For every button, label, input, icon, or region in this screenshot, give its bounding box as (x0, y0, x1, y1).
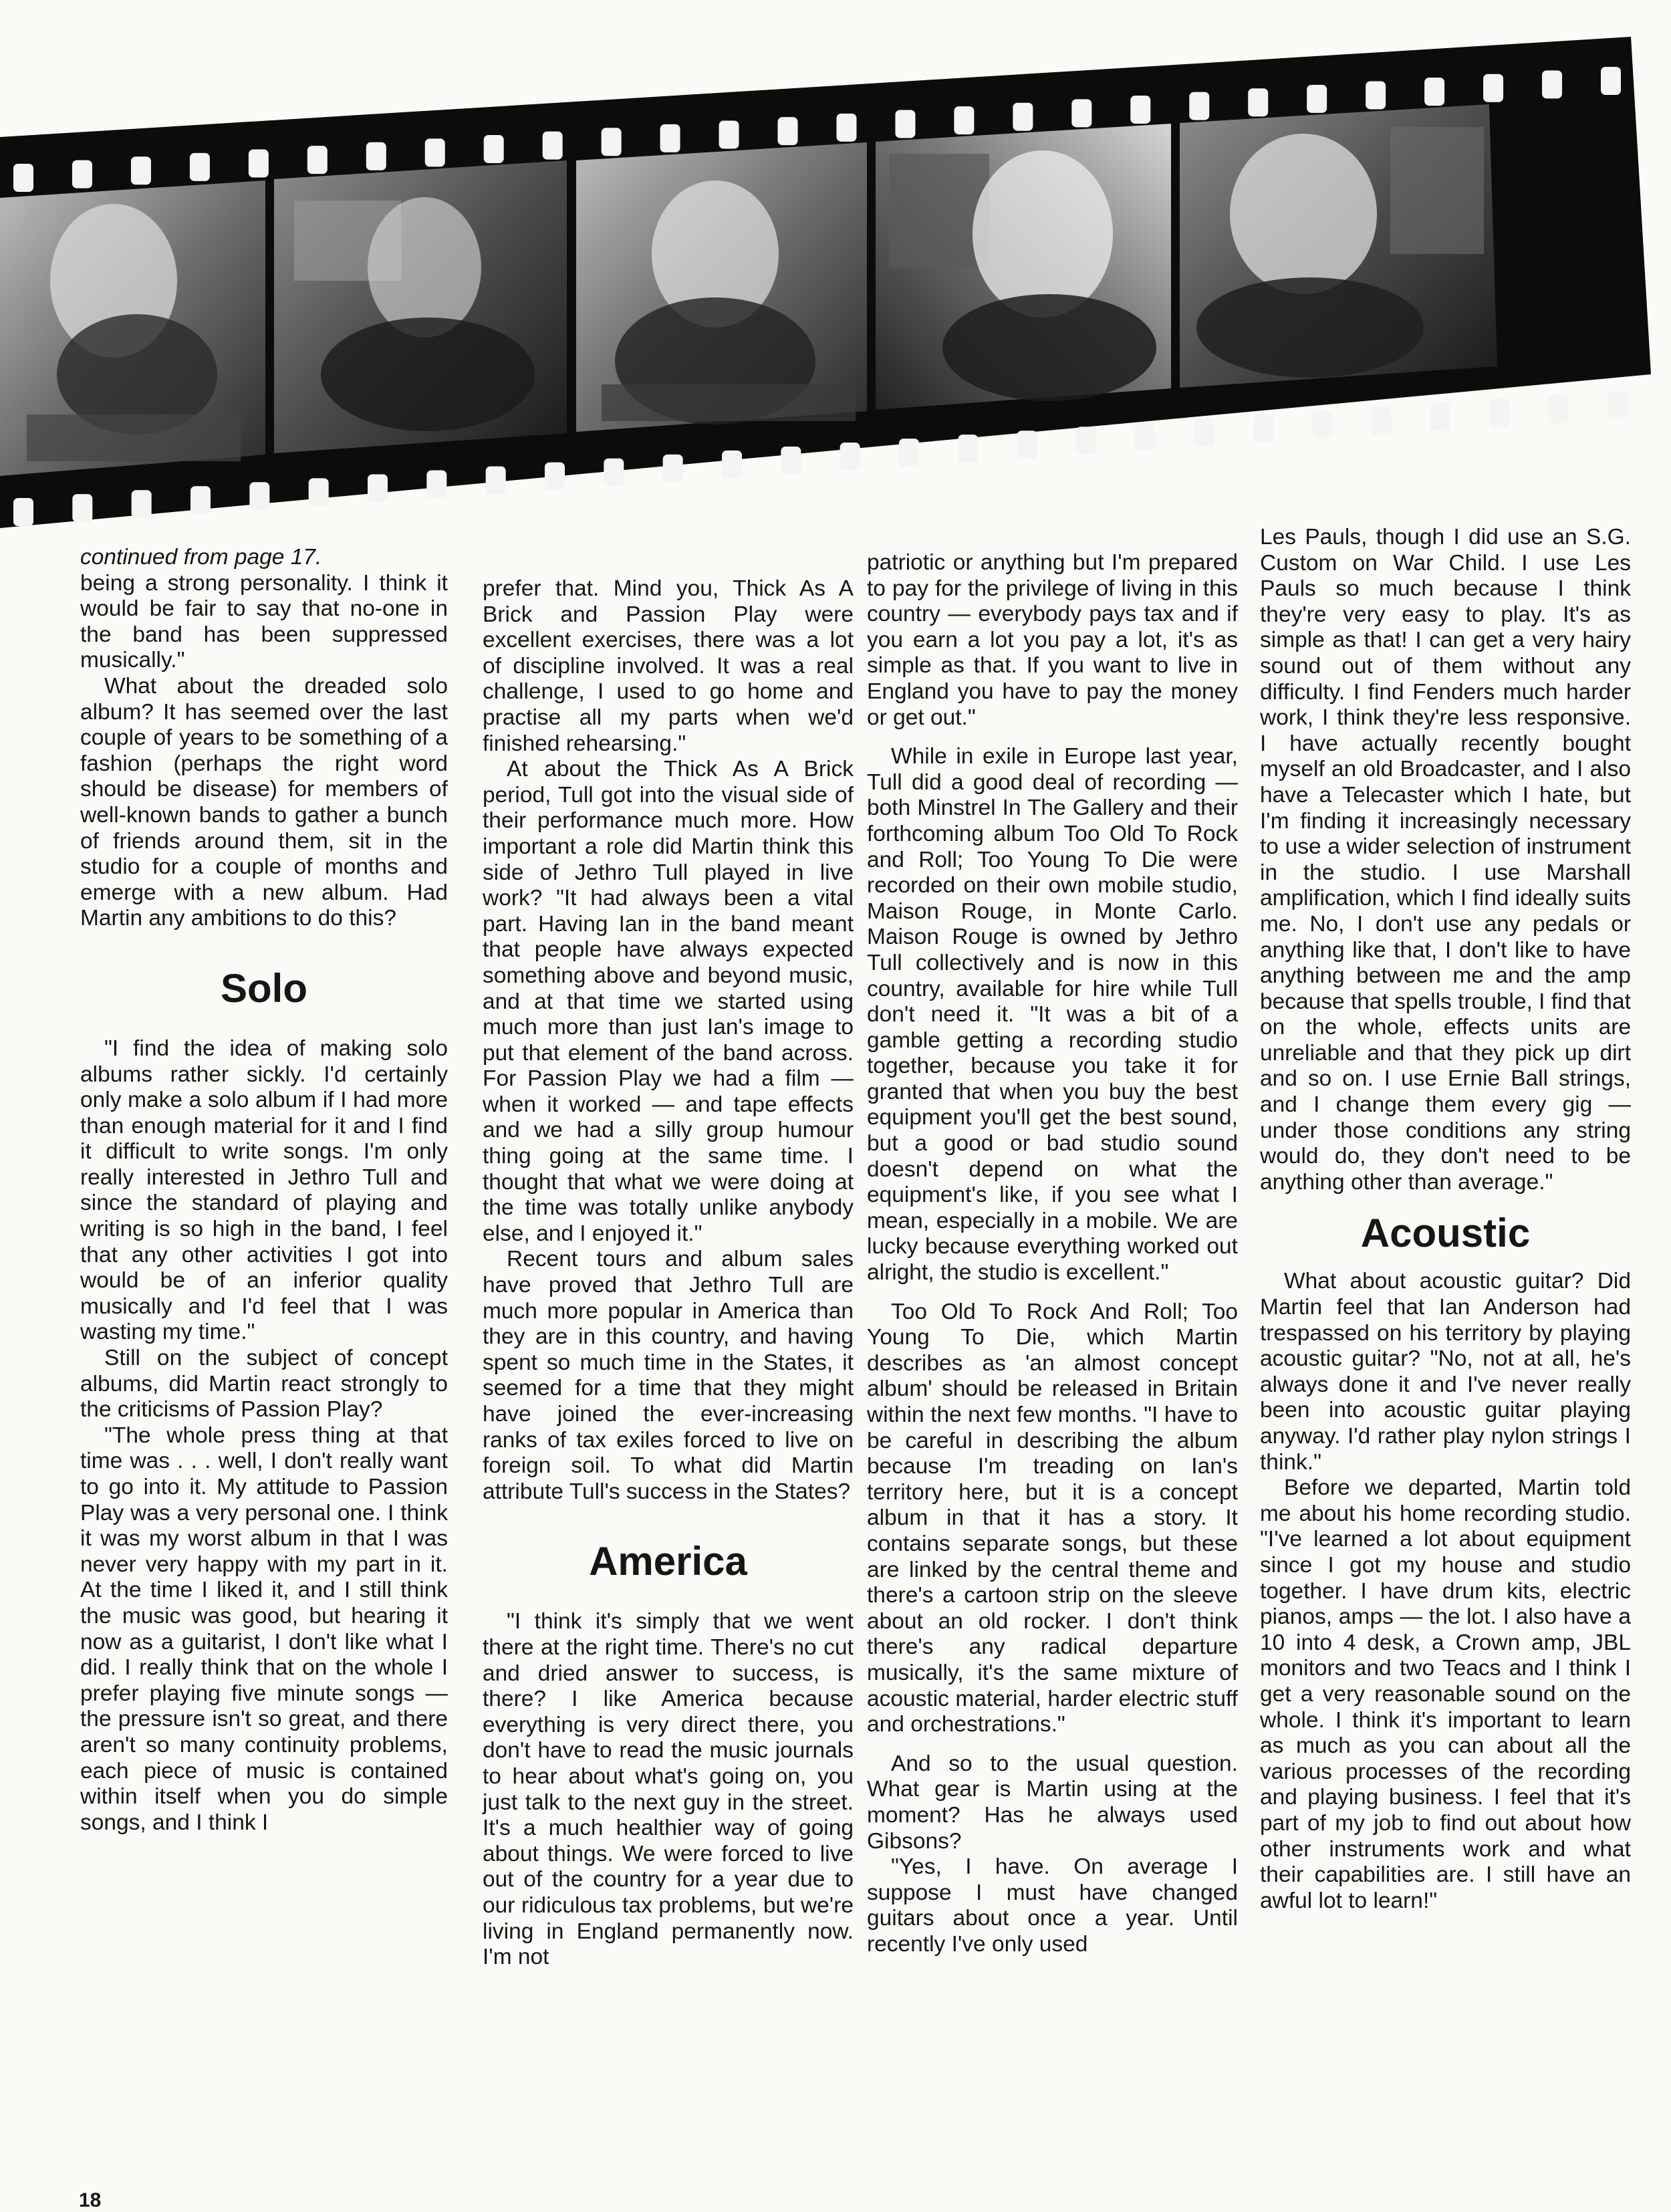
sprocket-hole (1424, 78, 1444, 106)
article-column-1 (80, 545, 448, 1836)
paragraph: Still on the subject of concept albums, did Martin react strongly to the criticisms of Passion Play? (80, 1346, 448, 1423)
sprocket-hole (1307, 85, 1327, 113)
sprocket-hole (190, 153, 210, 181)
sprocket-hole (309, 478, 329, 506)
sprocket-hole (1542, 70, 1562, 98)
sprocket-hole (13, 498, 33, 526)
paragraph: At about the Thick As A Brick period, Tull got into the visual side of their performance much more. How important a role did Martin think this side of Jethro Tull played in live work? "It had always been a vital part. Having Ian in the band meant that people have always expected something above and beyond music, and at that time we started using much more than just Ian's image to put that element of the band across. For Passion Play we had a film — when it worked — and tape effects and we had a silly group humour thing going at the same time. I thought that what we were doing at the time was totally unlike anybody else, and I enjoyed it." (483, 757, 854, 1246)
sprocket-hole (249, 482, 269, 510)
paragraph: being a strong personality. I think it would be fair to say that no-one in the band has been suppressed musically." (80, 570, 448, 673)
sprocket-hole (249, 150, 269, 178)
sprocket-hole (543, 132, 563, 160)
continued-note: continued from page 17. (80, 545, 322, 570)
paragraph: Les Pauls, though I did use an S.G. Custom on War Child. I use Les Pauls so much because I think they're very easy to play. It's as simple as that! I can get a very hairy sound out of them without any difficulty. I find Fenders much harder work, I think they're less responsive. I have actually recently bought myself an old Broadcaster, and I also have a Telecaster which I hate, but I'm finding it increasingly necessary to use a wider selection of instrument in the studio. I use Marshall amplification, which I find ideally suits me. No, I don't use any pedals or anything like that, I don't like to have anything between me and the amp because that spells trouble, I find that on the whole, effects units are unreliable and that they pick up dirt and so on. I use Ernie Ball strings, and I change them every gig — under those conditions any string would do, they don't need to be anything other than average." (1260, 525, 1631, 1195)
sprocket-hole (1071, 99, 1091, 127)
sprocket-hole (1483, 74, 1503, 102)
subheading-acoustic: Acoustic (1360, 1211, 1531, 1256)
article-column-2 (483, 576, 854, 1971)
sprocket-hole (1549, 395, 1569, 423)
sprocket-hole (486, 467, 506, 495)
sprocket-hole (663, 455, 683, 483)
sprocket-hole (1601, 67, 1621, 95)
sprocket-hole (778, 117, 798, 145)
sprocket-hole (722, 451, 742, 479)
paragraph: And so to the usual question. What gear is Martin using at the moment? Has he always used Gibsons? (867, 1751, 1238, 1854)
photo-frame-1 (0, 180, 265, 476)
paragraph: prefer that. Mind you, Thick As A Brick and Passion Play were excellent exercises, there was a lot of discipline involved. It was a real challenge, I used to go home and practise all my parts when we'd finished rehearsing." (483, 576, 854, 756)
article-column-4 (1260, 525, 1631, 1914)
sprocket-hole (1253, 415, 1273, 443)
sprocket-hole (604, 459, 624, 487)
sprocket-hole (1372, 407, 1392, 435)
sprocket-hole (602, 128, 622, 156)
sprocket-hole (190, 486, 211, 514)
paragraph: While in exile in Europe last year, Tull did a good deal of recording — both Minstrel In The Gallery and their forthcoming album Too Old To Rock and Roll; Too Young To Die were recorded on their own mobile studio, Maison Rouge, in Monte Carlo. Maison Rouge is owned by Jethro Tull collectively and is now in this country, available for hire while Tull don't need it. "It was a bit of a gamble getting a recording studio together, because you take it for granted that when you buy the best equipment you'll get the best sound, but a good or bad studio sound doesn't depend on what the equipment's like, if you see what I mean, especially in a mobile. We are lucky because everything worked out alright, the studio is excellent." (867, 744, 1238, 1285)
sprocket-hole (836, 114, 856, 142)
sprocket-hole (307, 146, 328, 174)
sprocket-hole (1366, 81, 1386, 109)
sprocket-hole (1076, 426, 1096, 455)
sprocket-hole (1194, 418, 1214, 447)
paragraph: patriotic or anything but I'm prepared to pay for the privilege of living in this country — everybody pays tax and if you earn a lot you pay a lot, it's as simple as that. If you want to live in England you have to pay the money or get out." (867, 550, 1238, 730)
sprocket-hole (958, 435, 978, 463)
paragraph: Too Old To Rock And Roll; Too Young To Die, which Martin describes as 'an almost concept album' should be released in Britain within the next few months. "I have to be careful in describing the album because I'm treading on Ian's territory here, but it is a concept album in that it has a story. It contains separate songs, but these are linked by the central theme and there's a cartoon strip on the sleeve about an old rocker. I don't think there's any radical departure musically, it's the same mixture of acoustic material, harder electric stuff and orchestrations." (867, 1299, 1238, 1737)
page-number: 18 (79, 2189, 102, 2211)
sprocket-hole (1135, 422, 1155, 451)
sprocket-hole (484, 135, 504, 163)
sprocket-hole (719, 121, 739, 149)
sprocket-hole (368, 474, 388, 502)
photo-frame-3 (576, 142, 867, 432)
sprocket-hole (1189, 92, 1209, 120)
sprocket-hole (660, 124, 680, 152)
sprocket-hole (840, 443, 860, 471)
sprocket-hole (781, 447, 801, 475)
sprocket-hole (954, 106, 974, 134)
subheading-america: America (589, 1539, 747, 1584)
sprocket-hole (899, 439, 919, 467)
paragraph: "The whole press thing at that time was . . . well, I don't really want to go into it. My attitude to Passion Play was a very personal one. I think it was my worst album in that I was never very happy with my part in it. At the time I liked it, and I still think the music was good, but hearing it now as a guitarist, I don't like what I did. I really think that on the whole I prefer playing five minute songs — the pressure isn't so great, and there aren't so many continuity problems, each piece of music is contained within itself when you do simple songs, and I think I (80, 1423, 448, 1835)
sprocket-hole (1489, 399, 1509, 427)
film-strip (0, 0, 1671, 568)
paragraph: "I think it's simply that we went there at the right time. There's no cut and dried answer to success, is there? I like America because everything is very direct there, you don't have to read the music journals to hear about what's going on, you just talk to the next guy in the street. It's a much healthier way of going about things. We were forced to live out of the country for a year due to our ridiculous tax problems, but we're living in England permanently now. I'm not (483, 1609, 854, 1970)
sprocket-hole (1430, 403, 1450, 431)
paragraph: Before we departed, Martin told me about his home recording studio. "I've learned a lot about equipment since I got my house and studio together. I have drum kits, electric pianos, amps — the lot. I also have a 10 into 4 desk, a Crown amp, JBL monitors and two Teacs and I think I get a very reasonable sound on the whole. I think it's important to learn as much as you can about all the various processes of the recording and playing business. I feel that it's part of my job to find out about how other instruments work and what their capabilities are. I still have an awful lot to learn!" (1260, 1475, 1631, 1913)
sprocket-hole (545, 463, 565, 491)
paragraph: "Yes, I have. On average I suppose I must have changed guitars about once a year. Until recently I've only used (867, 1854, 1238, 1957)
photo-frame-4 (876, 124, 1171, 410)
paragraph: "I find the idea of making solo albums rather sickly. I'd certainly only make a solo album if I had more than enough material for it and I find it difficult to write songs. I'm only really interested in Jethro Tull and since the standard of playing and writing is so high in the band, I feel that any other activities I got into would be of an inferior quality musically and I'd feel that I was wasting my time." (80, 1035, 448, 1345)
subheading-solo: Solo (221, 965, 307, 1011)
sprocket-hole (1013, 103, 1033, 131)
sprocket-hole (132, 490, 152, 518)
sprocket-hole (895, 110, 915, 138)
paragraph: What about the dreaded solo album? It has seemed over the last couple of years to be something of a fashion (perhaps the right word should be disease) for members of well-known bands to gather a bunch of friends around them, sit in the studio for a couple of months and emerge with a new album. Had Martin any ambitions to do this? (80, 673, 448, 931)
article-column-3 (867, 550, 1238, 1957)
sprocket-hole (1130, 96, 1150, 124)
sprocket-hole (13, 164, 33, 192)
sprocket-hole (366, 142, 386, 170)
paragraph: What about acoustic guitar? Did Martin feel that Ian Anderson had trespassed on his territory by playing acoustic guitar? "No, not at all, he's always done it and I've never really been into acoustic guitar playing anyway. I'd rather play nylon strings I think." (1260, 1269, 1631, 1475)
paragraph: Recent tours and album sales have proved that Jethro Tull are much more popular in America than they are in this country, and having spent so much time in the States, it seemed for a time that they might have joined the ever-increasing ranks of tax exiles forced to live on foreign soil. To what did Martin attribute Tull's success in the States? (483, 1247, 854, 1504)
photo-frame-2 (274, 160, 567, 453)
sprocket-hole (72, 160, 92, 189)
photo-frame-5 (1180, 104, 1497, 388)
sprocket-hole (131, 156, 151, 185)
sprocket-hole (425, 138, 445, 166)
sprocket-hole (1248, 88, 1268, 116)
sprocket-hole (72, 494, 92, 522)
sprocket-hole (1608, 391, 1628, 419)
sprocket-hole (426, 471, 446, 499)
sprocket-hole (1017, 431, 1037, 459)
sprocket-hole (1312, 411, 1332, 439)
